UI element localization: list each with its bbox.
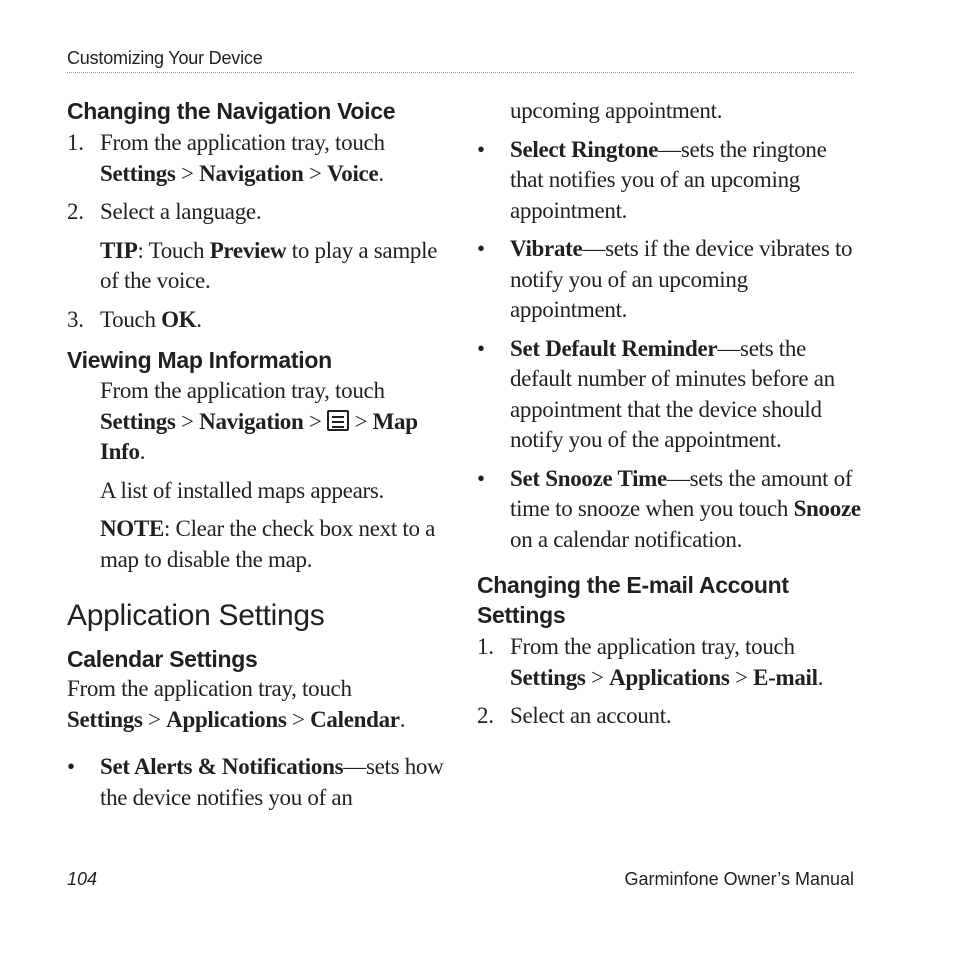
calendar-settings-heading: Calendar Settings [67, 646, 258, 672]
calendar-instructions: From the application tray, touch Settings > Applications > Calendar. [67, 676, 406, 732]
nav-voice-step-1: 1. From the application tray, touch Settings > Navigation > Voice. [67, 130, 385, 186]
manual-title: Garminfone Owner’s Manual [624, 869, 854, 889]
map-info-instructions: From the application tray, touch Settings > Navigation > > Map Info. [100, 378, 418, 464]
bullet-select-ringtone: • Select Ringtone—sets the ringtone that notifies you of an upcoming appointment. [477, 136, 827, 223]
running-head: Customizing Your Device [67, 48, 263, 68]
bullet-mark: • [67, 754, 75, 779]
header-rule [67, 72, 854, 73]
bullet-vibrate: • Vibrate—sets if the device vibrates to notify you of an upcoming appointment. [477, 236, 853, 322]
bullet-set-alerts: • Set Alerts & Notifications—sets how the device notifies you of an [67, 754, 444, 810]
email-step-2: 2. Select an account. [477, 703, 672, 728]
application-settings-heading: Application Settings [67, 599, 325, 632]
map-info-result: A list of installed maps appears. [100, 477, 384, 503]
menu-icon [327, 410, 349, 431]
email-heading: Changing the E-mail Account Settings [477, 572, 789, 628]
nav-voice-tip: TIP: Touch Preview to play a sample of the voice. [100, 237, 443, 293]
bullet-set-default-reminder: • Set Default Reminder—sets the default number of minutes before an appointment that the device should notify you of the appointment. [477, 335, 835, 452]
page-number: 104 [67, 869, 98, 889]
map-info-note: NOTE: Clear the check box next to a map to disable the map. [100, 516, 436, 572]
nav-voice-step-2: 2. Select a language. [67, 199, 262, 224]
bullet-set-snooze-time: • Set Snooze Time—sets the amount of time to snooze when you touch Snooze on a calendar notification. [477, 465, 867, 552]
right-column [477, 96, 867, 732]
email-step-1: 1. From the application tray, touch Settings > Applications > E-mail. [477, 634, 824, 690]
left-column [67, 96, 452, 813]
nav-voice-heading: Changing the Navigation Voice [67, 98, 396, 124]
nav-voice-step-3: 3. Touch OK. [67, 306, 202, 332]
continued-text: upcoming appointment. [510, 98, 723, 123]
map-info-heading: Viewing Map Information [67, 347, 332, 373]
